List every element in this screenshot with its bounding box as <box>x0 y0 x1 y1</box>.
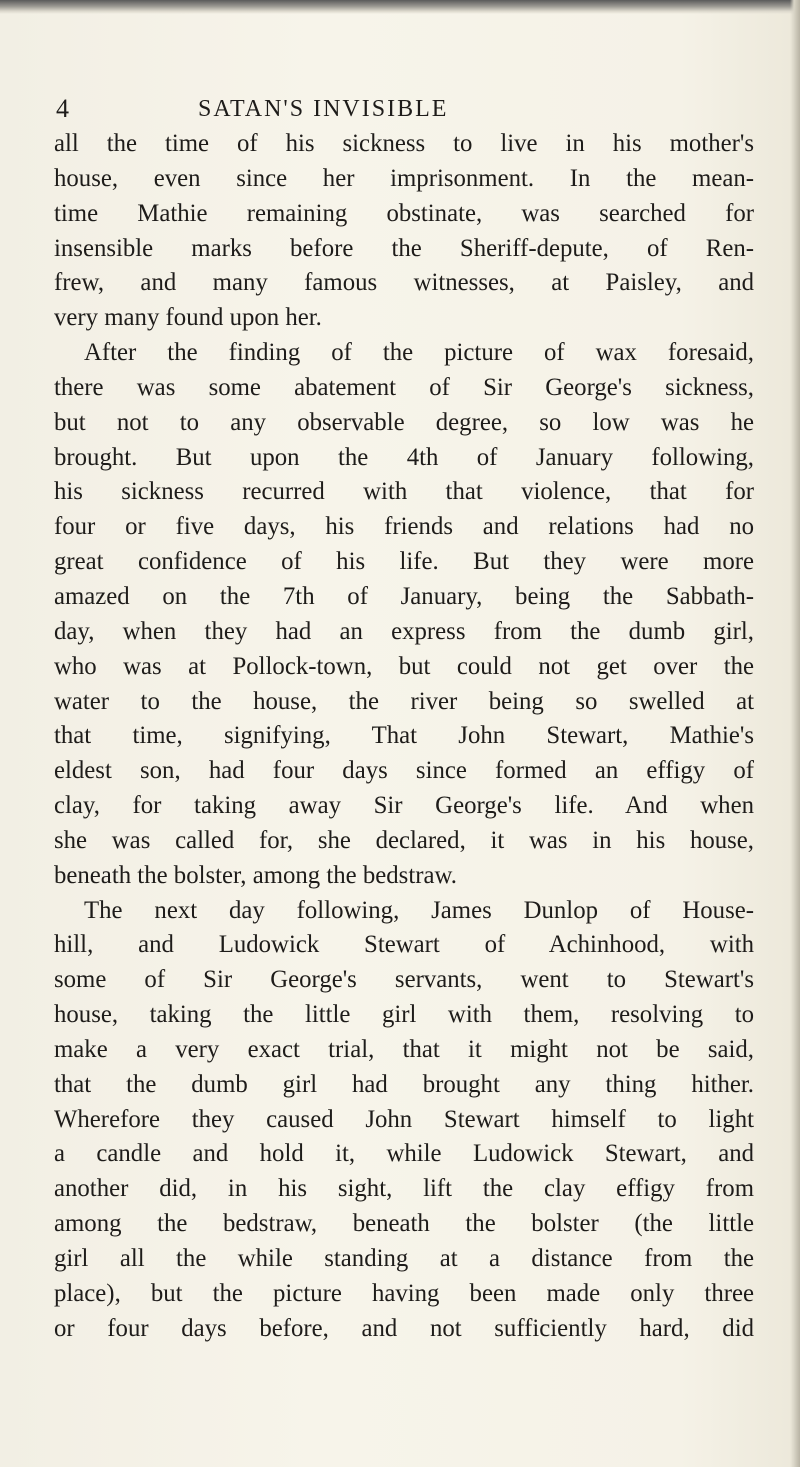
text-line: house, taking the little girl with them, resolving to <box>54 1001 754 1029</box>
text-line: who was at Pollock-town, but could not get over the <box>54 652 754 680</box>
text-line: place), but the picture having been made only three <box>54 1279 754 1307</box>
text-line: that the dumb girl had brought any thing hither. <box>54 1070 754 1098</box>
text-line: time Mathie remaining obstinate, was searched for <box>54 199 754 227</box>
page-right-edge-shadow <box>790 0 800 1467</box>
text-line: all the time of his sickness to live in his mother's <box>54 130 754 157</box>
text-line: some of Sir George's servants, went to Stewart's <box>54 966 754 994</box>
text-line: but not to any observable degree, so low was he <box>54 408 754 436</box>
text-line: she was called for, she declared, it was in his house, <box>54 826 754 854</box>
page-top-edge-shadow <box>0 0 800 14</box>
text-line: that time, signifying, That John Stewart, Mathie's <box>54 722 754 750</box>
text-line: day, when they had an express from the dumb girl, <box>54 617 754 645</box>
running-title: SATAN'S INVISIBLE <box>198 96 449 122</box>
text-line: Wherefore they caused John Stewart himself to light <box>54 1105 754 1133</box>
text-line: brought. But upon the 4th of January following, <box>54 443 754 471</box>
text-line: clay, for taking away Sir George's life. And when <box>54 792 754 820</box>
page-header <box>52 92 752 132</box>
text-line: insensible marks before the Sheriff-depute, of Ren- <box>54 234 754 262</box>
text-line: there was some abatement of Sir George's sickness, <box>54 373 754 401</box>
text-line: After the finding of the picture of wax foresaid, <box>84 339 754 367</box>
text-line: a candle and hold it, while Ludowick Stewart, and <box>54 1140 754 1168</box>
text-line: eldest son, had four days since formed an effigy of <box>54 757 754 785</box>
text-line: amazed on the 7th of January, being the Sabbath- <box>54 582 754 610</box>
text-line: his sickness recurred with that violence, that for <box>54 478 754 506</box>
page-number: 4 <box>56 94 69 123</box>
text-line: great confidence of his life. But they were more <box>54 548 754 576</box>
text-line: or four days before, and not sufficiently hard, did <box>54 1314 754 1342</box>
text-line: another did, in his sight, lift the clay effigy from <box>54 1175 754 1203</box>
text-line: beneath the bolster, among the bedstraw. <box>54 861 457 889</box>
text-line: house, even since her imprisonment. In the mean- <box>54 164 754 192</box>
text-line: among the bedstraw, beneath the bolster (the little <box>54 1210 754 1238</box>
text-line: four or five days, his friends and relations had no <box>54 513 754 541</box>
text-line: frew, and many famous witnesses, at Paisley, and <box>54 269 754 297</box>
body-text <box>54 127 754 1347</box>
text-line: The next day following, James Dunlop of House- <box>84 896 754 924</box>
text-line: hill, and Ludowick Stewart of Achinhood, with <box>54 931 754 959</box>
text-line: make a very exact trial, that it might not be said, <box>54 1035 754 1063</box>
text-line: very many found upon her. <box>54 304 322 332</box>
text-line: girl all the while standing at a distance from the <box>54 1245 754 1272</box>
text-line: water to the house, the river being so swelled at <box>54 687 754 715</box>
